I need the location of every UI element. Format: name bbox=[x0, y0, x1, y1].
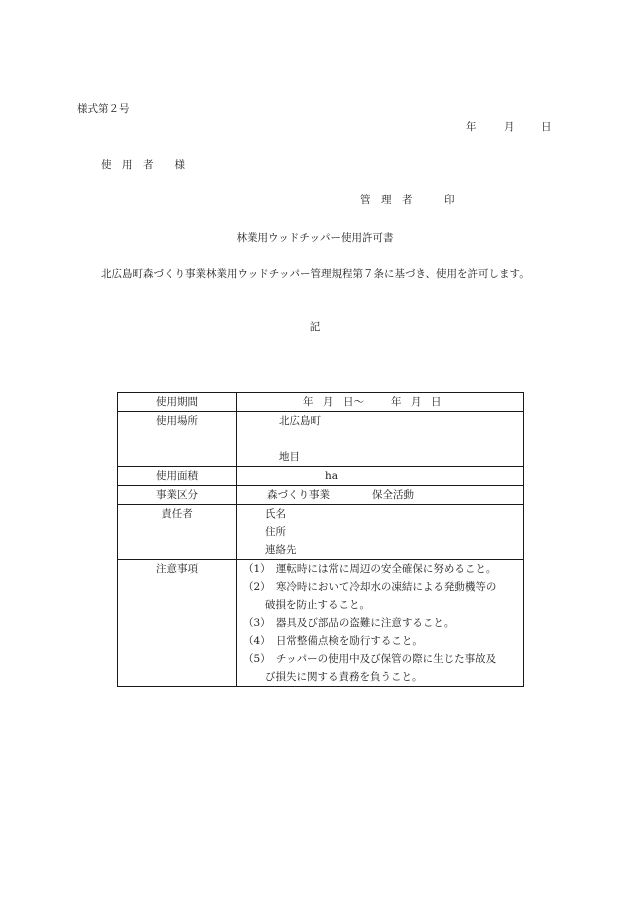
addressee: 使 用 者 様 bbox=[101, 159, 185, 171]
permit-table bbox=[117, 392, 524, 687]
row-category bbox=[118, 486, 524, 505]
note-line: （2） 寒冷時において冷却水の凍結による発動機等の bbox=[243, 581, 497, 593]
place-town: 北広島町 bbox=[279, 415, 321, 427]
notes-value bbox=[237, 560, 524, 687]
period-day1: 日〜 bbox=[343, 396, 364, 408]
category-option-2: 保全活動 bbox=[372, 489, 414, 501]
row-period bbox=[118, 393, 524, 412]
place-value bbox=[237, 412, 524, 467]
row-notes bbox=[118, 560, 524, 687]
form-number: 様式第２号 bbox=[77, 103, 130, 115]
period-label: 使用期間 bbox=[118, 393, 237, 412]
body-text: 北広島町森づくり事業林業用ウッドチッパー管理規程第７条に基づき、使用を許可します。 bbox=[101, 268, 530, 280]
row-place bbox=[118, 412, 524, 467]
note-line: （5） チッパーの使用中及び保管の際に生じた事故及 bbox=[243, 653, 497, 665]
ki-marker: 記 bbox=[309, 321, 321, 333]
responsible-address: 住所 bbox=[265, 526, 286, 538]
note-line: び損失に関する責務を負うこと。 bbox=[265, 671, 423, 683]
category-label: 事業区分 bbox=[118, 486, 237, 505]
notes-label: 注意事項 bbox=[118, 560, 237, 687]
note-line: （1） 運転時には常に周辺の安全確保に努めること。 bbox=[243, 563, 497, 575]
period-year1: 年 bbox=[303, 396, 314, 408]
period-month2: 月 bbox=[411, 396, 422, 408]
responsible-contact: 連絡先 bbox=[265, 544, 297, 556]
period-month1: 月 bbox=[323, 396, 334, 408]
date-year: 年 bbox=[466, 121, 477, 133]
category-option-1: 森づくり事業 bbox=[267, 489, 330, 501]
period-value bbox=[237, 393, 524, 412]
responsible-value bbox=[237, 505, 524, 560]
note-line: （3） 器具及び部品の盗難に注意すること。 bbox=[243, 617, 455, 629]
date-day: 日 bbox=[541, 121, 552, 133]
responsible-name: 氏名 bbox=[265, 508, 286, 520]
note-line: 破損を防止すること。 bbox=[265, 599, 370, 611]
category-value bbox=[237, 486, 524, 505]
date-month: 月 bbox=[504, 121, 515, 133]
area-label: 使用面積 bbox=[118, 467, 237, 486]
area-value bbox=[237, 467, 524, 486]
place-label: 使用場所 bbox=[118, 412, 237, 467]
document-title: 林業用ウッドチッパー使用許可書 bbox=[236, 232, 394, 244]
issuer-seal: 管 理 者 印 bbox=[360, 194, 455, 206]
note-line: （4） 日常整備点検を励行すること。 bbox=[243, 635, 423, 647]
period-year2: 年 bbox=[391, 396, 402, 408]
period-day2: 日 bbox=[431, 396, 442, 408]
date-line bbox=[466, 120, 552, 134]
responsible-label: 責任者 bbox=[118, 505, 237, 560]
row-responsible bbox=[118, 505, 524, 560]
row-area bbox=[118, 467, 524, 486]
area-unit: ha bbox=[325, 470, 339, 482]
place-chimoku: 地目 bbox=[279, 451, 300, 463]
